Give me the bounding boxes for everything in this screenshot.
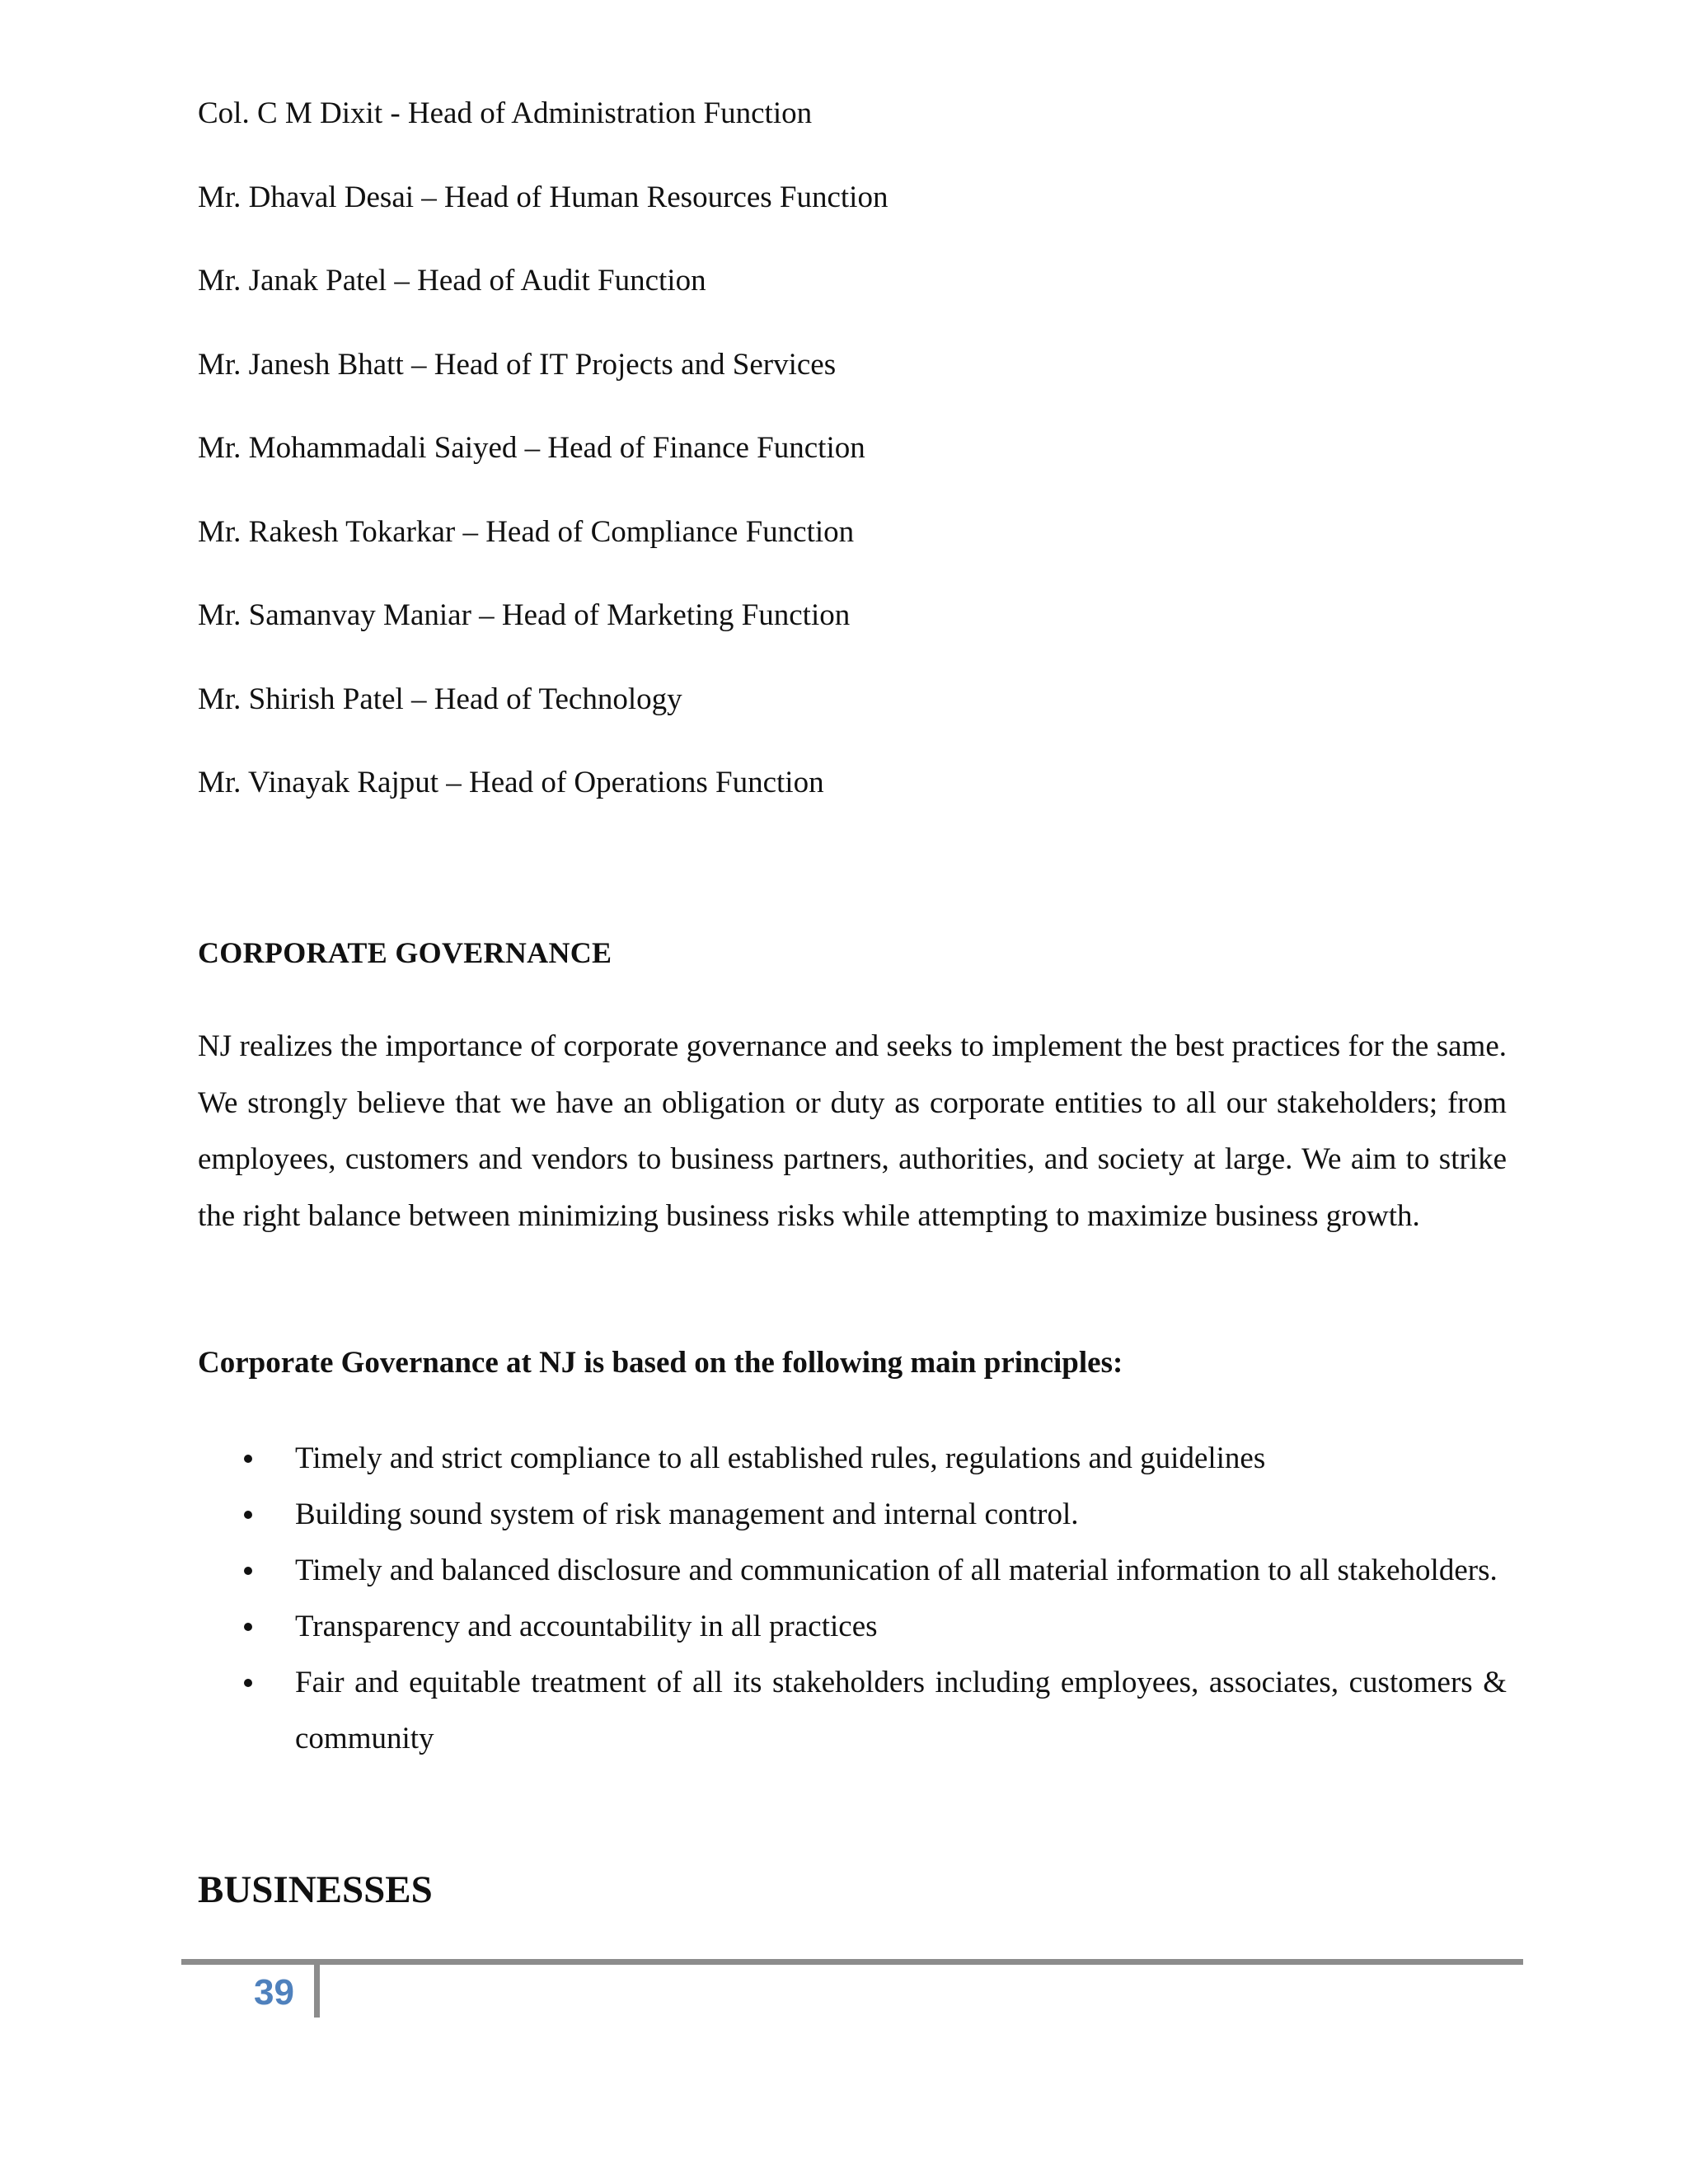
principle-item [198,1655,1507,1767]
principle-text: Fair and equitable treatment of all its stakeholders including employees, associates, customers & community [295,1666,1507,1755]
bullet-icon [244,1455,252,1463]
businesses-heading: BUSINESSES [198,1868,433,1911]
corporate-governance-paragraph: NJ realizes the importance of corporate governance and seeks to implement the best practices for the same. We strongly believe that we have an obligation or duty as corporate entities to all our stakeholders; from employees, customers and vendors to business partners, authorities, and society at large. We aim to strike the right balance between minimizing business risks while attempting to maximize business growth. [198,1029,1507,1233]
leadership-item: Col. C M Dixit - Head of Administration Function [198,96,813,130]
leadership-item: Mr. Janak Patel – Head of Audit Function [198,264,706,298]
principle-text: Timely and strict compliance to all established rules, regulations and guidelines [295,1441,1266,1475]
bullet-icon [244,1567,252,1575]
principle-text: Timely and balanced disclosure and communication of all material information to all stakeholders. [295,1554,1498,1587]
principle-item [198,1431,1507,1487]
bullet-icon [244,1511,252,1519]
principle-item [198,1599,1507,1655]
footer-rule [181,1959,1523,1965]
principles-heading: Corporate Governance at NJ is based on the following main principles: [198,1346,1123,1380]
leadership-item: Mr. Samanvay Maniar – Head of Marketing Function [198,598,851,632]
leadership-item: Mr. Dhaval Desai – Head of Human Resources Function [198,180,889,214]
footer-divider [314,1965,320,2018]
corporate-governance-heading: CORPORATE GOVERNANCE [198,936,612,969]
leadership-item: Mr. Janesh Bhatt – Head of IT Projects and Services [198,347,837,382]
bullet-icon [244,1679,252,1687]
leadership-item: Mr. Rakesh Tokarkar – Head of Compliance Function [198,514,855,549]
principle-text: Building sound system of risk management and internal control. [295,1497,1079,1531]
leadership-item: Mr. Vinayak Rajput – Head of Operations Function [198,766,824,799]
leadership-list [198,92,1507,846]
leadership-item: Mr. Shirish Patel – Head of Technology [198,682,682,716]
principle-text: Transparency and accountability in all practices [295,1610,878,1643]
principle-item [198,1543,1507,1599]
principles-list [198,1431,1507,1767]
bullet-icon [244,1623,252,1631]
principle-item [198,1487,1507,1543]
page-number: 39 [254,1972,294,2013]
leadership-item: Mr. Mohammadali Saiyed – Head of Finance Function [198,431,865,465]
